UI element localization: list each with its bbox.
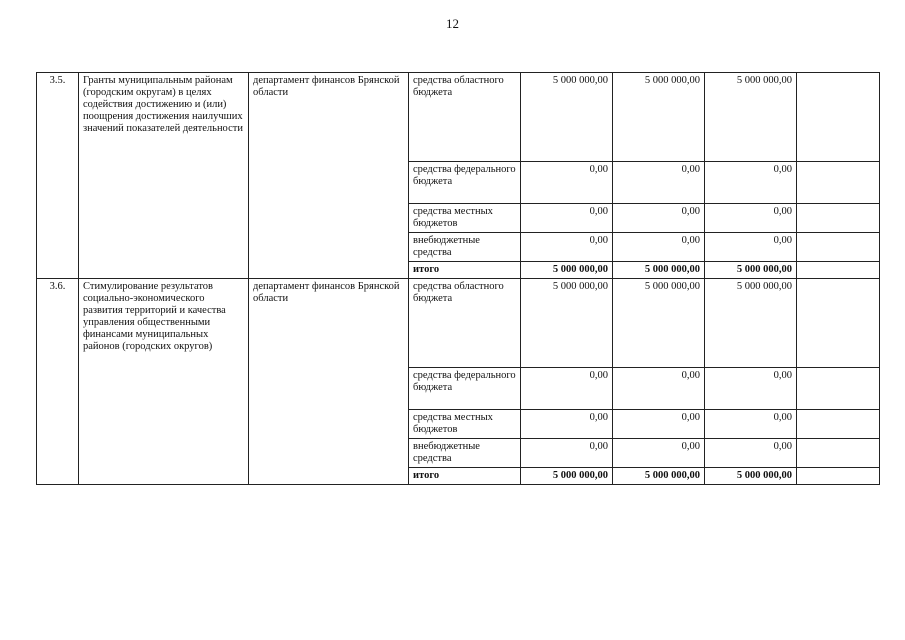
- empty-cell: [797, 162, 880, 204]
- value-year-3: 0,00: [705, 439, 797, 468]
- value-year-1: 5 000 000,00: [521, 468, 613, 485]
- source-label: средства местных бюджетов: [409, 204, 521, 233]
- value-year-3: 0,00: [705, 233, 797, 262]
- source-label: итого: [409, 468, 521, 485]
- empty-cell: [797, 73, 880, 162]
- empty-cell: [797, 439, 880, 468]
- value-year-3: 0,00: [705, 162, 797, 204]
- source-label: средства федерального бюджета: [409, 162, 521, 204]
- source-label: средства местных бюджетов: [409, 410, 521, 439]
- value-year-1: 0,00: [521, 233, 613, 262]
- value-year-1: 5 000 000,00: [521, 262, 613, 279]
- item-number: 3.5.: [37, 73, 79, 279]
- source-label: средства областного бюджета: [409, 279, 521, 368]
- value-year-2: 5 000 000,00: [613, 262, 705, 279]
- value-year-3: 5 000 000,00: [705, 279, 797, 368]
- value-year-3: 0,00: [705, 368, 797, 410]
- empty-cell: [797, 233, 880, 262]
- empty-cell: [797, 410, 880, 439]
- value-year-1: 0,00: [521, 439, 613, 468]
- empty-cell: [797, 262, 880, 279]
- value-year-2: 0,00: [613, 204, 705, 233]
- value-year-2: 0,00: [613, 439, 705, 468]
- value-year-1: 0,00: [521, 410, 613, 439]
- value-year-3: 5 000 000,00: [705, 468, 797, 485]
- value-year-3: 0,00: [705, 204, 797, 233]
- value-year-2: 0,00: [613, 410, 705, 439]
- value-year-3: 0,00: [705, 410, 797, 439]
- empty-cell: [797, 204, 880, 233]
- value-year-1: 0,00: [521, 162, 613, 204]
- value-year-2: 0,00: [613, 233, 705, 262]
- source-label: внебюджетные средства: [409, 233, 521, 262]
- value-year-2: 5 000 000,00: [613, 73, 705, 162]
- item-name: Гранты муниципальным районам (городским округам) в целях содействия достижению и (или) поощрения достижения наилучших значений показателей деятельности: [79, 73, 249, 279]
- value-year-2: 5 000 000,00: [613, 468, 705, 485]
- value-year-3: 5 000 000,00: [705, 262, 797, 279]
- page-number: 12: [446, 16, 459, 31]
- source-label: итого: [409, 262, 521, 279]
- value-year-1: 5 000 000,00: [521, 279, 613, 368]
- empty-cell: [797, 279, 880, 368]
- budget-table: [36, 72, 880, 485]
- value-year-3: 5 000 000,00: [705, 73, 797, 162]
- value-year-1: 5 000 000,00: [521, 73, 613, 162]
- table-row: [37, 73, 880, 162]
- empty-cell: [797, 468, 880, 485]
- value-year-2: 0,00: [613, 368, 705, 410]
- item-executor: департамент финансов Брянской области: [249, 279, 409, 485]
- source-label: средства федерального бюджета: [409, 368, 521, 410]
- empty-cell: [797, 368, 880, 410]
- value-year-1: 0,00: [521, 368, 613, 410]
- source-label: средства областного бюджета: [409, 73, 521, 162]
- source-label: внебюджетные средства: [409, 439, 521, 468]
- table-row: [37, 279, 880, 368]
- value-year-1: 0,00: [521, 204, 613, 233]
- value-year-2: 0,00: [613, 162, 705, 204]
- item-executor: департамент финансов Брянской области: [249, 73, 409, 279]
- value-year-2: 5 000 000,00: [613, 279, 705, 368]
- item-number: 3.6.: [37, 279, 79, 485]
- item-name: Стимулирование результатов социально-экономического развития территорий и качества управления общественными финансами муниципальных районов (городских округов): [79, 279, 249, 485]
